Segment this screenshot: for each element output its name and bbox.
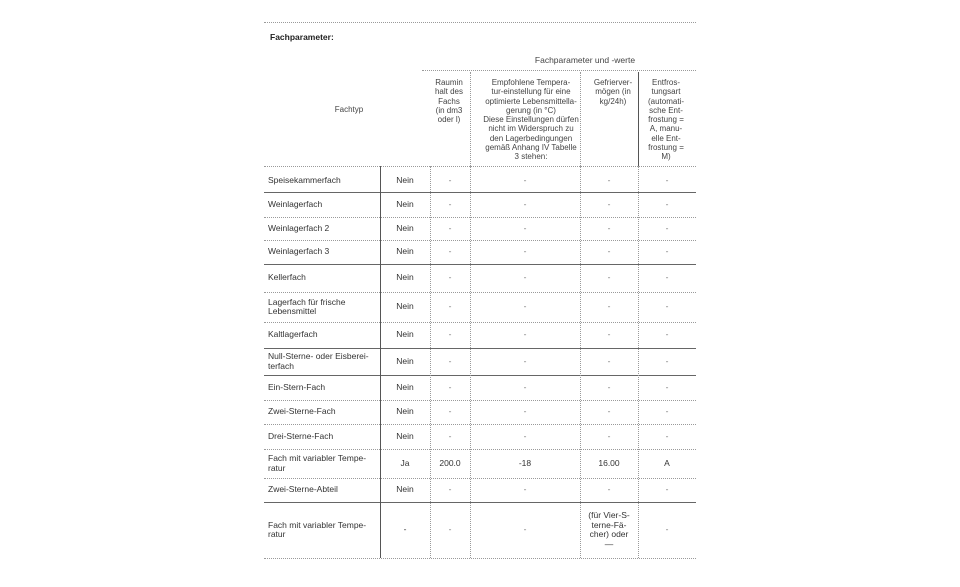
row-volume: - [448,430,452,441]
group-header-divider [422,70,696,71]
row-fachtyp: Fach mit variabler Tempe- ratur [268,453,367,473]
row-temperature: - [523,355,527,366]
row-defrost-type: - [665,430,669,441]
row-defrost-type: - [665,246,669,257]
top-divider [264,22,696,23]
row-volume: - [448,355,452,366]
group-header: Fachparameter und -werte [534,55,636,65]
row-defrost-type: - [665,381,669,392]
row-divider [264,478,696,479]
row-temperature: -18 [518,457,532,468]
row-divider [264,322,696,323]
col-header-fachtyp: Fachtyp [334,105,364,114]
row-present: Nein [396,381,414,392]
row-present: Nein [396,329,414,340]
row-divider [264,240,696,241]
row-fachtyp: Speisekammerfach [268,175,341,186]
col-header-temperatur: Empfohlene Tempera- tur-einstellung für eine optimierte Lebensmittella- gerung (in °C) Diese Einstellungen dürfen nicht im Widerspruch zu den Lagerbedingungen gemäß Anhang IV Tabelle 3 stehen: [483,78,579,162]
row-fachtyp: Kaltlagerfach [268,329,318,340]
row-freezing-capacity: - [607,198,611,209]
row-divider [264,375,696,376]
row-fachtyp: Ein-Stern-Fach [268,381,326,392]
row-divider [264,502,696,503]
row-present: Nein [396,430,414,441]
row-divider [264,449,696,450]
row-volume: - [448,381,452,392]
row-divider [264,264,696,265]
row-temperature: - [523,406,527,417]
row-defrost-type: - [665,222,669,233]
row-present: Nein [396,175,414,186]
row-freezing-capacity: - [607,381,611,392]
row-present: Nein [396,484,414,495]
row-volume: - [448,484,452,495]
header-divider [638,72,639,166]
col-header-abtau: Entfros- tungsart (automati- sche Ent- frostung = A, manu- elle Ent- frostung = M) [647,78,684,162]
row-present: Nein [396,301,414,312]
col-header-gefrier: Gefrierver- mögen (in kg/24h) [593,78,633,106]
fachparameter-table [264,22,696,562]
row-defrost-type: - [665,272,669,283]
row-freezing-capacity: - [607,329,611,340]
row-present: Nein [396,272,414,283]
header-divider [580,72,581,166]
row-divider [264,400,696,401]
row-freezing-capacity: - [607,272,611,283]
row-temperature: - [523,301,527,312]
row-freezing-capacity: - [607,301,611,312]
row-defrost-type: - [665,524,669,535]
row-present: Nein [396,406,414,417]
row-defrost-type: - [665,175,669,186]
row-fachtyp: Weinlagerfach [268,198,323,209]
row-temperature: - [523,175,527,186]
row-present: Nein [396,222,414,233]
row-divider [264,192,696,193]
row-freezing-capacity: - [607,430,611,441]
row-defrost-type: - [665,484,669,495]
row-temperature: - [523,272,527,283]
row-freezing-capacity: - [607,484,611,495]
row-fachtyp: Zwei-Sterne-Fach [268,406,336,417]
row-defrost-type: - [665,198,669,209]
row-fachtyp: Zwei-Sterne-Abteil [268,484,338,495]
row-volume: - [448,222,452,233]
row-temperature: - [523,381,527,392]
row-volume: - [448,272,452,283]
row-divider [264,166,696,167]
col-header-rauminhalt: Raumin halt des Fachs (in dm3 oder l) [434,78,464,125]
row-volume: 200.0 [439,457,461,468]
row-present: Nein [396,246,414,257]
row-temperature: - [523,430,527,441]
row-temperature: - [523,484,527,495]
row-volume: - [448,524,452,535]
row-temperature: - [523,246,527,257]
row-divider [264,217,696,218]
row-present: Ja [400,457,410,468]
row-volume: - [448,406,452,417]
row-present: Nein [396,198,414,209]
row-present: Nein [396,355,414,366]
row-freezing-capacity: (für Vier-S- terne-Fä- cher) oder — [588,510,630,549]
row-defrost-type: - [665,406,669,417]
row-fachtyp: Null-Sterne- oder Eisberei- terfach [268,351,369,371]
row-fachtyp: Kellerfach [268,272,306,283]
row-divider [264,424,696,425]
row-volume: - [448,175,452,186]
row-temperature: - [523,329,527,340]
row-fachtyp: Weinlagerfach 3 [268,246,330,257]
row-divider [264,348,696,349]
row-volume: - [448,198,452,209]
row-defrost-type: - [665,329,669,340]
row-freezing-capacity: - [607,175,611,186]
row-fachtyp: Drei-Sterne-Fach [268,430,334,441]
row-freezing-capacity: 16.00 [598,457,620,468]
row-defrost-type: A [664,457,670,468]
row-defrost-type: - [665,355,669,366]
row-divider [264,292,696,293]
row-volume: - [448,329,452,340]
row-fachtyp: Lagerfach für frische Lebensmittel [268,296,346,316]
row-temperature: - [523,198,527,209]
row-present: - [403,524,407,535]
row-freezing-capacity: - [607,406,611,417]
row-defrost-type: - [665,301,669,312]
row-temperature: - [523,524,527,535]
section-heading: Fachparameter: [270,32,334,42]
row-volume: - [448,246,452,257]
row-fachtyp: Fach mit variabler Tempe- ratur [268,519,367,539]
row-freezing-capacity: - [607,222,611,233]
row-freezing-capacity: - [607,355,611,366]
header-divider [470,72,471,166]
row-volume: - [448,301,452,312]
row-fachtyp: Weinlagerfach 2 [268,222,330,233]
row-temperature: - [523,222,527,233]
row-freezing-capacity: - [607,246,611,257]
row-divider [264,558,696,559]
